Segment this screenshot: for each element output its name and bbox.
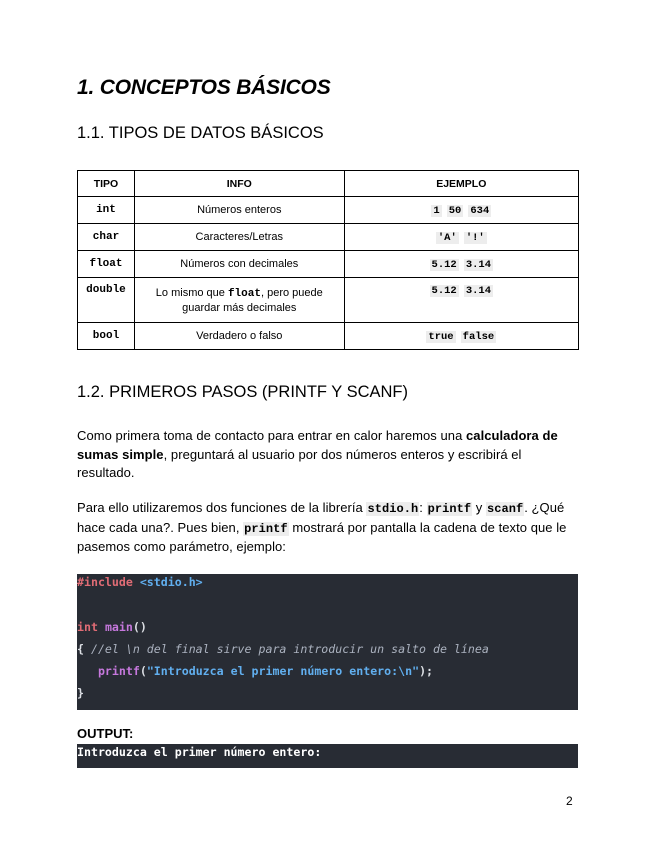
info-cell: Números con decimales	[134, 251, 344, 278]
example-cell	[344, 278, 578, 323]
info-cell: Verdadero o falso	[134, 323, 344, 350]
code-line	[77, 664, 433, 678]
example-value: 5.12	[431, 285, 457, 297]
inline-code: printf	[427, 502, 472, 516]
code-function: main	[104, 620, 133, 634]
example-value: '!'	[465, 231, 485, 244]
chapter-title: 1. CONCEPTOS BÁSICOS	[77, 76, 331, 99]
example-cell	[344, 251, 578, 278]
code-block	[77, 574, 578, 710]
output-block	[77, 744, 578, 768]
info-cell	[134, 278, 344, 323]
example-cell	[344, 323, 578, 350]
type-cell: int	[78, 197, 135, 224]
table-row	[78, 197, 579, 224]
paragraph-text: :	[419, 500, 427, 515]
column-header-ejemplo: EJEMPLO	[344, 171, 578, 197]
table-row	[78, 323, 579, 350]
example-value: 3.14	[465, 258, 492, 271]
example-value: 3.14	[465, 285, 492, 297]
code-string: "Introduzca el primer número entero:\n"	[146, 664, 420, 678]
info-cell: Caracteres/Letras	[134, 224, 344, 251]
intro-paragraph	[77, 427, 579, 483]
section-title-types: 1.1. TIPOS DE DATOS BÁSICOS	[77, 124, 324, 142]
paragraph-bold: calculadora de sumas simple	[77, 428, 558, 462]
info-text: guardar más decimales	[182, 301, 297, 314]
paragraph-text: Para ello utilizaremos dos funciones de la librería	[77, 500, 367, 515]
paragraph-text: y	[472, 500, 486, 515]
table-row	[78, 278, 579, 323]
table-header-row	[78, 171, 579, 197]
column-header-tipo: TIPO	[78, 171, 135, 197]
paragraph-text: , preguntará al usuario por dos números enteros y escribirá el resultado.	[77, 446, 522, 480]
code-text: ()	[132, 620, 147, 634]
code-function: printf	[97, 664, 140, 678]
type-cell: float	[78, 251, 135, 278]
output-text: Introduzca el primer número entero:	[77, 745, 322, 759]
example-value: 50	[448, 204, 462, 217]
example-value: 'A'	[437, 231, 457, 244]
code-line	[77, 575, 203, 589]
example-value: true	[428, 330, 454, 343]
code-keyword: int	[77, 620, 98, 634]
type-cell: double	[78, 278, 135, 323]
paragraph-text: mostrará por pantalla la cadena de texto que le pasemos como parámetro, ejemplo:	[77, 519, 567, 554]
example-cell	[344, 197, 578, 224]
example-value: false	[462, 330, 495, 343]
example-value: 5.12	[431, 258, 457, 271]
type-cell: bool	[78, 323, 135, 350]
code-text: (	[139, 664, 147, 678]
code-line	[77, 620, 147, 634]
paragraph-text: Como primera toma de contacto para entrar en calor haremos una	[77, 428, 467, 443]
example-cell	[344, 224, 578, 251]
code-keyword: #include	[77, 575, 133, 589]
code-line	[77, 686, 84, 700]
code-text: }	[77, 686, 84, 700]
type-cell: char	[78, 224, 135, 251]
info-text: Lo mismo que	[155, 286, 228, 299]
code-line	[77, 642, 489, 656]
section-title-first-steps: 1.2. PRIMEROS PASOS (PRINTF Y SCANF)	[77, 383, 408, 401]
page-number: 2	[566, 794, 573, 808]
data-types-table	[77, 170, 579, 350]
info-text: , pero puede	[260, 286, 323, 299]
example-value: 634	[470, 204, 490, 217]
inline-code: stdio.h	[367, 502, 419, 516]
info-cell: Números enteros	[134, 197, 344, 224]
table-row	[78, 224, 579, 251]
code-comment: //el \n del final sirve para introducir un salto de línea	[90, 642, 489, 656]
output-label: OUTPUT:	[77, 726, 134, 741]
info-inline-code: float	[227, 287, 261, 300]
code-text: );	[419, 664, 434, 678]
paragraph-text: . ¿Qué hace cada una?. Pues bien,	[77, 500, 565, 535]
inline-code: scanf	[486, 502, 524, 516]
table-row	[78, 251, 579, 278]
functions-paragraph	[77, 499, 579, 557]
example-value: 1	[433, 204, 440, 217]
column-header-info: INFO	[134, 171, 344, 197]
code-text: {	[77, 642, 84, 656]
inline-code: printf	[244, 521, 288, 536]
code-string: <stdio.h>	[139, 575, 203, 589]
